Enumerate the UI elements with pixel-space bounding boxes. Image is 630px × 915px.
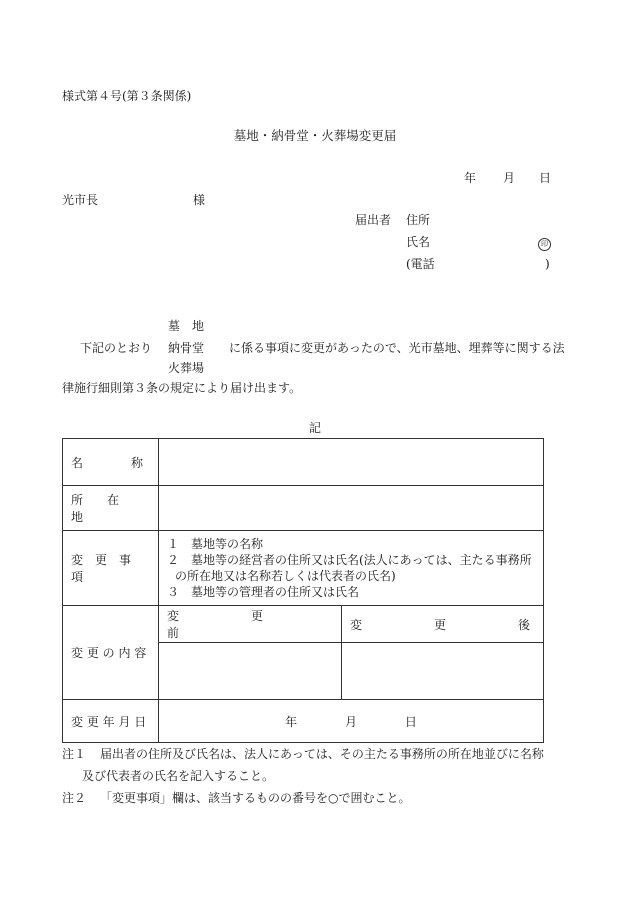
row-change-content-header xyxy=(63,606,544,643)
date-year-label: 年 xyxy=(464,171,477,185)
change-date-month: 月 xyxy=(344,714,357,729)
form-title: 墓地・納骨堂・火葬場変更届 xyxy=(233,128,397,143)
label-change-date: 変 更 年 月 日 xyxy=(63,700,159,743)
form-number: 様式第４号(第３条関係) xyxy=(62,89,192,103)
label-change-content: 変 更 の 内 容 xyxy=(63,606,159,700)
change-items-cell[interactable] xyxy=(159,531,544,606)
change-item-2-cont: の所在地又は名称若しくは代表者の氏名) xyxy=(175,569,396,583)
row-change-date xyxy=(63,700,544,743)
type-option-ossuary: 納骨堂 xyxy=(168,341,205,355)
type-option-crematorium: 火葬場 xyxy=(168,361,205,375)
change-item-1[interactable]: １ 墓地等の名称 xyxy=(167,537,264,551)
change-item-2[interactable]: ２ 墓地等の経営者の住所又は氏名(法人にあっては、主たる事務所 xyxy=(167,553,532,567)
note-1-text: 届出者の住所及び氏名は、法人にあっては、その主たる事務所の所在地並びに名称 xyxy=(100,747,544,761)
row-change-items xyxy=(63,531,544,606)
label-change-items: 変 更 事 項 xyxy=(63,531,159,606)
before-header: 変 更 前 xyxy=(159,606,342,643)
change-details-table xyxy=(62,438,544,743)
note-2-text: 「変更事項」欄は、該当するものの番号を○で囲むこと。 xyxy=(100,791,411,805)
label-location: 所 在 地 xyxy=(63,486,159,531)
location-value-cell[interactable] xyxy=(159,486,544,531)
statement-suffix: に係る事項に変更があったので、光市墓地、埋葬等に関する法 xyxy=(229,341,565,355)
change-item-3[interactable]: ３ 墓地等の管理者の住所又は氏名 xyxy=(167,585,360,599)
after-value-cell[interactable] xyxy=(342,643,544,700)
notifier-label: 届出者 xyxy=(355,213,392,227)
notifier-address-label: 住所 xyxy=(406,213,431,227)
label-name: 名 称 xyxy=(63,439,159,486)
note-1-cont: 及び代表者の氏名を記入すること。 xyxy=(82,769,275,783)
row-location xyxy=(63,486,544,531)
addressee-name: 光市長 xyxy=(62,193,99,207)
statement-continuation: 律施行細則第３条の規定により届け出ます。 xyxy=(62,381,302,395)
statement-prefix: 下記のとおり xyxy=(80,341,153,355)
date-month-label: 月 xyxy=(503,171,516,185)
notifier-name-label: 氏名 xyxy=(406,235,431,249)
ki-heading: 記 xyxy=(308,421,321,435)
note-1-mark: 注１ xyxy=(62,747,87,761)
notifier-phone-open: (電話 xyxy=(406,257,435,271)
date-day-label: 日 xyxy=(539,171,552,185)
seal-mark xyxy=(538,234,551,251)
row-name xyxy=(63,439,544,486)
type-option-cemetery: 墓 地 xyxy=(168,319,205,333)
seal-icon: 印 xyxy=(538,238,551,251)
change-date-day: 日 xyxy=(404,714,417,729)
note-2-mark: 注２ xyxy=(62,791,87,805)
after-header: 変 更 後 xyxy=(342,606,544,643)
name-value-cell[interactable] xyxy=(159,439,544,486)
before-value-cell[interactable] xyxy=(159,643,342,700)
change-date-year: 年 xyxy=(285,714,298,729)
notifier-phone-close: ) xyxy=(545,257,550,271)
addressee-honorific: 様 xyxy=(193,193,206,207)
change-date-cell[interactable] xyxy=(159,700,544,743)
